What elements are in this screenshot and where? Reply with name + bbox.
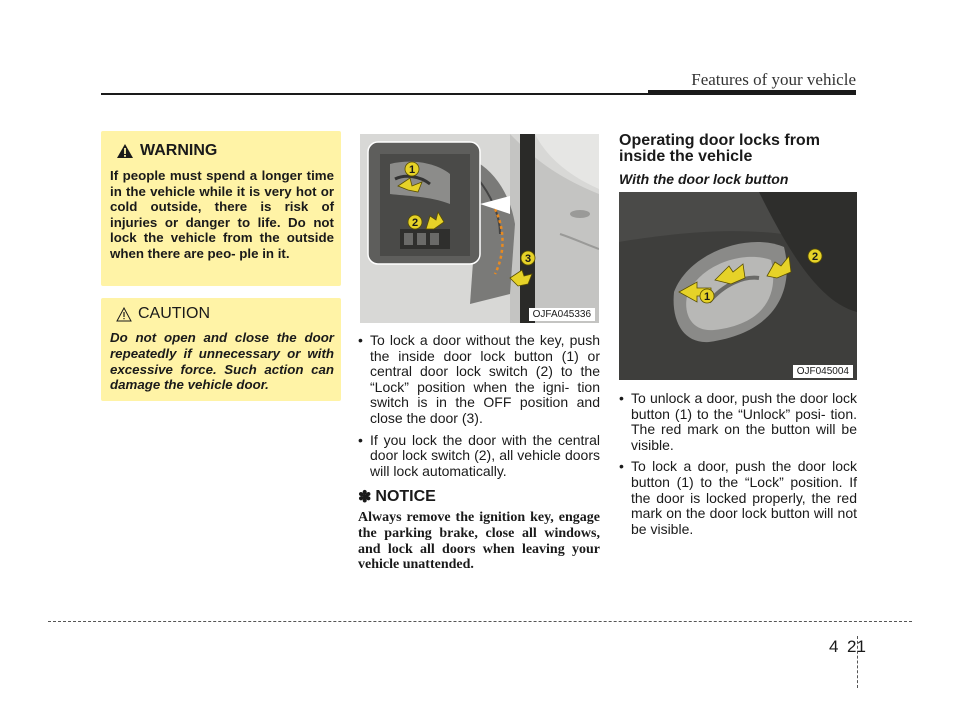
list-item: • To lock a door, push the door lock button (1) to the “Lock” position. If the door is locked properly, the red mark on the door lock button will not be visible. [619,459,857,537]
lock-steps-list [358,333,600,485]
footer-rule [48,621,912,622]
caution-title: CAUTION [138,305,210,322]
door-lock-figure [360,134,599,323]
unlock-steps-list [619,391,857,543]
page-number: 21 [847,637,866,656]
callout-1: 1 [703,291,711,303]
notice-title: NOTICE [375,488,436,505]
figure-caption: OJF045004 [793,365,853,378]
door-illustration [360,134,599,323]
lock-button-illustration [619,192,857,380]
header-rule [101,93,648,95]
callout-3: 3 [524,253,532,265]
warning-title: WARNING [140,142,218,159]
list-item: • If you lock the door with the central door lock switch (2), all vehicle doors will lock automatically. [358,433,600,480]
caution-triangle-icon [116,307,132,322]
subheading: With the door lock button [619,171,789,187]
list-item: • To lock a door without the key, push the inside door lock button (1) or central door lock switch (2) to the “Lock” position when the igni- tion switch is in the OFF position and close the door (3). [358,333,600,427]
callout-2: 2 [411,217,419,229]
callout-1: 1 [408,164,416,176]
caution-heading [116,305,210,323]
notice-text: Always remove the ignition key, engage the parking brake, close all windows, and lock all doors when leaving your vehicle unattended. [358,510,600,573]
warning-heading [116,142,217,160]
warning-text: If people must spend a longer time in the vehicle while it is very hot or cold outside, there is risk of injuries or danger to life. Do not lock the vehicle from the outside when there are peo- ple in it. [110,168,334,261]
lock-button-figure [619,192,857,380]
figure-caption: OJFA045336 [529,308,595,321]
asterisk-icon: ✽ [358,489,372,506]
caution-text: Do not open and close the door repeatedly if unnecessary or with excessive force. Such action can damage the vehicle door. [110,330,334,393]
chapter-number: 4 [829,637,839,656]
header-rule-accent [648,90,856,95]
list-item: • To unlock a door, push the door lock button (1) to the “Unlock” posi- tion. The red mark on the button will be visible. [619,391,857,453]
warning-triangle-icon [116,143,134,159]
section-heading: Operating door locks from inside the vehicle [619,132,820,165]
notice-heading [358,487,436,507]
running-header: Features of your vehicle [691,70,856,89]
callout-2: 2 [811,251,819,263]
